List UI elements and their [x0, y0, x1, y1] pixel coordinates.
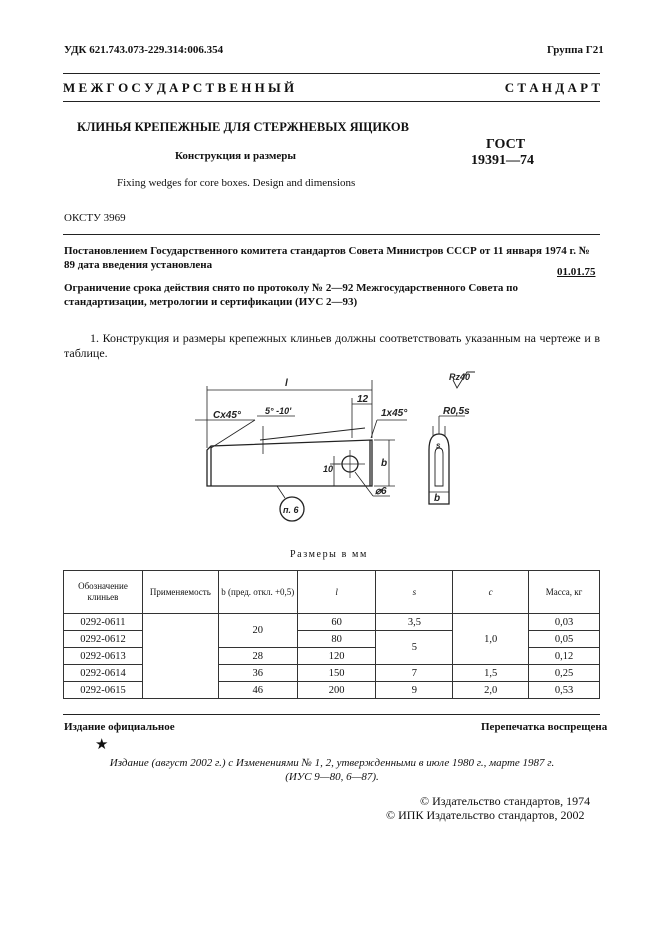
document-title: КЛИНЬЯ КРЕПЕЖНЫЕ ДЛЯ СТЕРЖНЕВЫХ ЯЩИКОВ: [77, 120, 409, 134]
reprint-notice: Перепечатка воспрещена: [481, 721, 608, 733]
cell-c: 1,5: [453, 665, 529, 682]
cell-mass: 0,53: [529, 682, 600, 699]
cell-l: 200: [297, 682, 376, 699]
cell-mass: 0,05: [529, 631, 600, 648]
cell-code: 0292-0611: [64, 614, 143, 631]
table-caption: Размеры в мм: [290, 549, 368, 560]
cell-b: 20: [218, 614, 297, 648]
group-code: Группа Г21: [547, 44, 604, 56]
chamfer2-label: 1x45°: [381, 408, 408, 419]
cell-b: 28: [218, 648, 297, 665]
edition-note: [64, 756, 600, 784]
header-s: s: [376, 571, 453, 614]
cell-s: 7: [376, 665, 453, 682]
cell-code: 0292-0614: [64, 665, 143, 682]
section-rule: [63, 234, 600, 235]
banner-word-2: С Т А Н Д А Р Т: [504, 80, 600, 95]
wedge-drawing: [195, 368, 485, 540]
roughness-label: Rz40: [449, 372, 471, 382]
star-icon: ★: [95, 737, 109, 753]
cell-mass: 0,12: [529, 648, 600, 665]
header-code: Обозначение клиньев: [64, 571, 143, 614]
english-title: Fixing wedges for core boxes. Design and dimensions: [117, 177, 356, 189]
decree-text: Постановлением Государственного комитета стандартов Совета Министров СССР от 11 января 1974 г. № 89 дата введения установлена: [64, 245, 590, 271]
cell-s: 5: [376, 631, 453, 665]
dimensions-table: [63, 570, 600, 699]
hole-label: ⌀6: [375, 486, 387, 497]
udk-code: УДК 621.743.073-229.314:006.354: [64, 44, 224, 56]
dim-10-label: 10: [323, 464, 334, 474]
table-row: [64, 614, 600, 631]
pointer-label: п. 6: [283, 505, 299, 515]
official-edition: Издание официальное: [64, 721, 175, 733]
cell-mass: 0,25: [529, 665, 600, 682]
cell-mass: 0,03: [529, 614, 600, 631]
table-header-row: [64, 571, 600, 614]
document-subtitle: Конструкция и размеры: [175, 150, 296, 162]
cell-l: 60: [297, 614, 376, 631]
okstu-code: ОКСТУ 3969: [64, 212, 126, 224]
chamfer-label: Cx45°: [213, 410, 241, 421]
cell-l: 150: [297, 665, 376, 682]
introduction-date: 01.01.75: [557, 266, 596, 278]
header-c: c: [453, 571, 529, 614]
radius-label: R0,5s: [443, 406, 470, 417]
cell-l: 80: [297, 631, 376, 648]
footer-rule: [63, 714, 600, 715]
gost-number: 19391—74: [471, 153, 534, 168]
cell-c: 2,0: [453, 682, 529, 699]
top-rule: [63, 73, 600, 74]
banner-rule: [63, 101, 600, 102]
copyright-2002: © ИПК Издательство стандартов, 2002: [386, 808, 585, 822]
header-b: b (пред. откл. +0,5): [218, 571, 297, 614]
dim-12-label: 12: [357, 394, 369, 405]
cell-s: 9: [376, 682, 453, 699]
copyright-1974: © Издательство стандартов, 1974: [420, 794, 591, 808]
header-l: l: [297, 571, 376, 614]
limitation-text: Ограничение срока действия снято по протоколу № 2—92 Межгосударственного Совета по стандартизации, метрологии и сертификации (ИУС 2—93): [64, 282, 518, 308]
cell-b: 36: [218, 665, 297, 682]
dim-l-label: l: [285, 378, 288, 389]
cell-code: 0292-0613: [64, 648, 143, 665]
edition-line-1: Издание (август 2002 г.) с Изменениями № 1, 2, утвержденными в июле 1980 г., марте 1987 г.: [109, 757, 555, 769]
cell-usage: [142, 614, 218, 699]
side-s-label: s: [436, 441, 441, 450]
cell-code: 0292-0612: [64, 631, 143, 648]
clause-1: 1. Конструкция и размеры крепежных клиньев должны соответствовать указанным на чертеже и в таблице.: [64, 331, 600, 360]
header-mass: Масса, кг: [529, 571, 600, 614]
angle-label: 5° -10': [265, 406, 292, 416]
side-b-label: b: [434, 493, 441, 504]
dim-b-label: b: [381, 458, 388, 469]
cell-l: 120: [297, 648, 376, 665]
edition-line-2: (ИУС 9—80, 6—87).: [285, 771, 379, 783]
banner-word-1: М Е Ж Г О С У Д А Р С Т В Е Н Н Ы Й: [63, 80, 295, 95]
gost-label: ГОСТ: [486, 137, 526, 152]
cell-code: 0292-0615: [64, 682, 143, 699]
standard-banner: [63, 80, 600, 96]
cell-c: 1,0: [453, 614, 529, 665]
cell-s: 3,5: [376, 614, 453, 631]
cell-b: 46: [218, 682, 297, 699]
header-usage: Применяемость: [142, 571, 218, 614]
